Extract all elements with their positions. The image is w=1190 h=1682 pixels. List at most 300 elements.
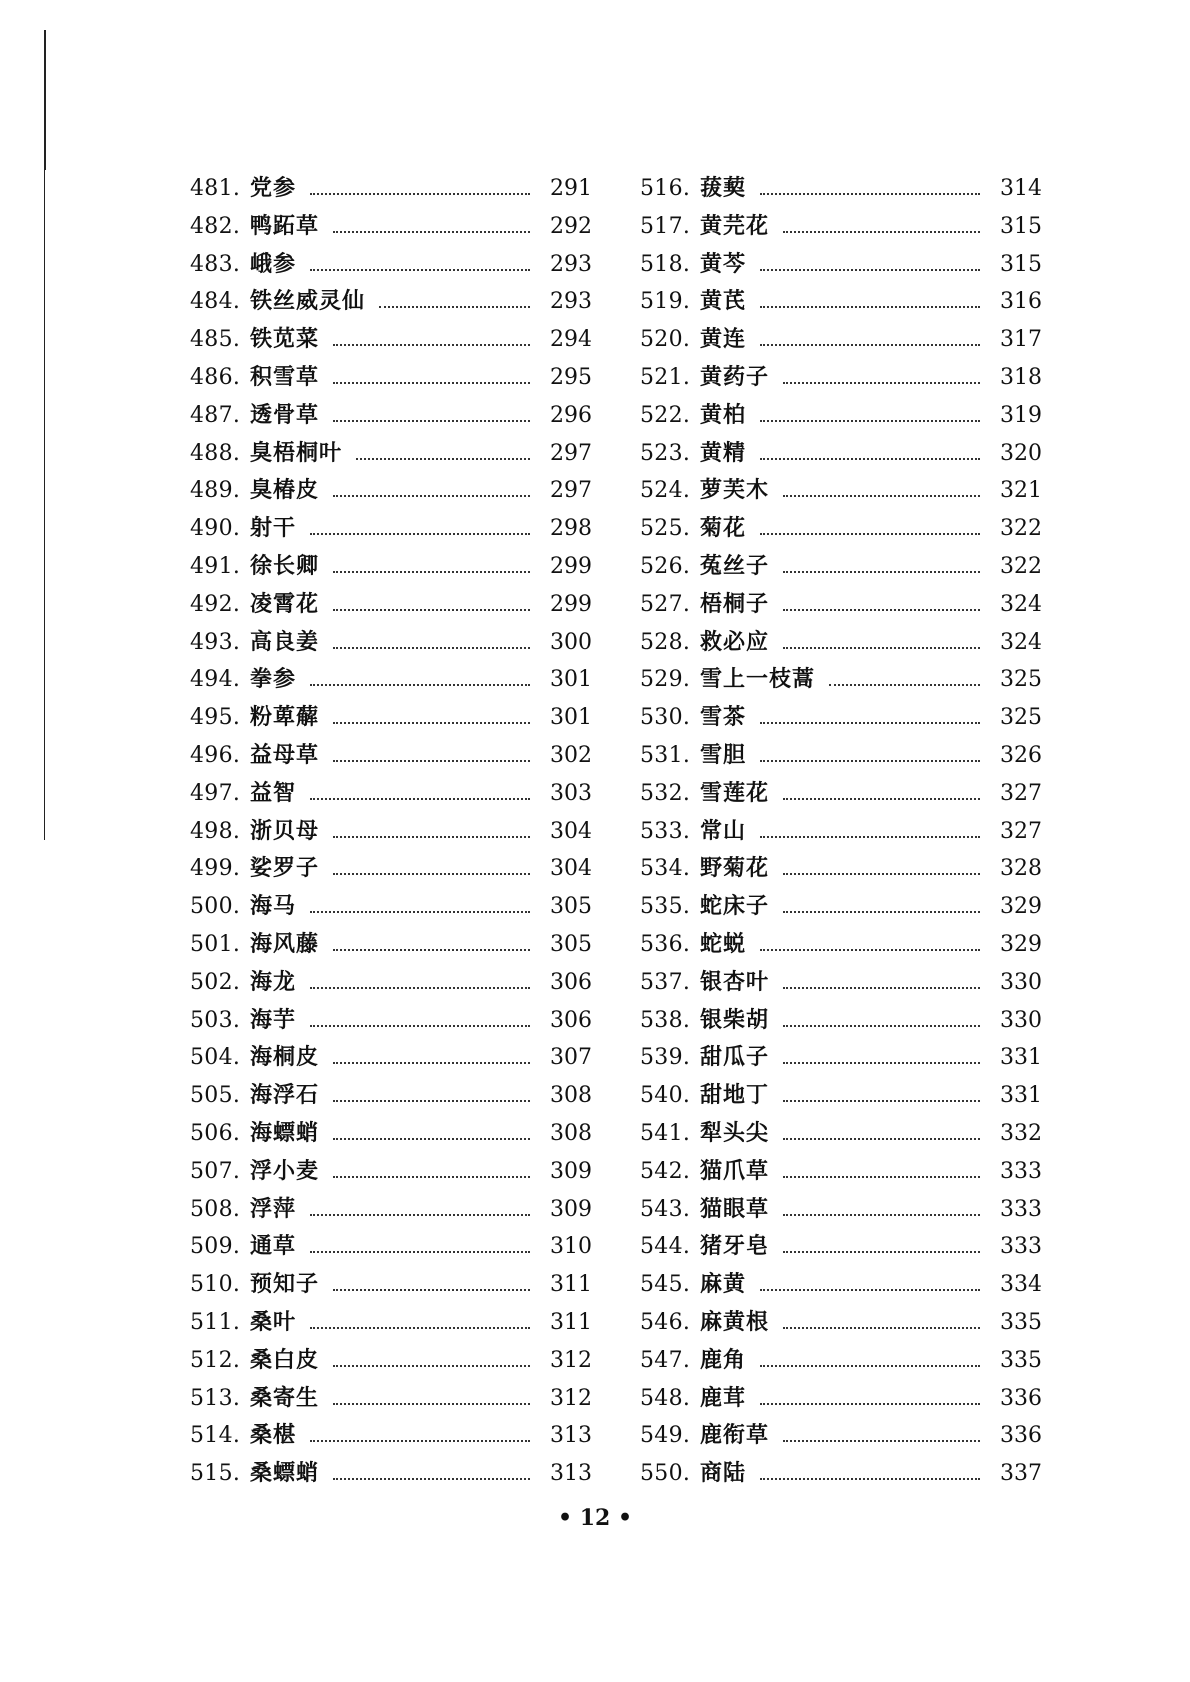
dot-leader (829, 684, 980, 686)
dot-leader (760, 306, 980, 308)
entry-number: 546. (640, 1309, 691, 1335)
entry-title: 臭椿皮 (250, 477, 320, 504)
toc-entry (640, 1380, 1042, 1418)
toc-entry (640, 1342, 1042, 1380)
entry-number: 520. (640, 327, 691, 353)
entry-page-number: 310 (550, 1234, 592, 1260)
entry-page-number: 335 (1000, 1347, 1042, 1373)
entry-title: 峨参 (250, 250, 297, 277)
toc-entry (640, 850, 1042, 888)
dot-leader (333, 1365, 530, 1367)
toc-entry (640, 1115, 1042, 1153)
entry-number: 545. (640, 1272, 691, 1298)
entry-number: 521. (640, 364, 691, 390)
entry-page-number: 336 (1000, 1385, 1042, 1411)
dot-leader (783, 798, 980, 800)
dot-leader (783, 987, 980, 989)
toc-entry (190, 1115, 592, 1153)
dot-leader (783, 609, 980, 611)
entry-page-number: 294 (550, 327, 592, 353)
dot-leader (333, 873, 530, 875)
entry-title: 党参 (250, 175, 297, 201)
entry-number: 539. (640, 1045, 691, 1071)
toc-entry (190, 548, 592, 586)
entry-number: 502. (190, 969, 241, 995)
toc-entry (640, 1304, 1042, 1342)
entry-page-number: 322 (1000, 516, 1042, 542)
toc-entry (640, 435, 1042, 473)
entry-page-number: 335 (1000, 1309, 1042, 1335)
dot-leader (310, 1327, 530, 1329)
dot-leader (760, 1365, 980, 1367)
entry-page-number: 296 (550, 402, 592, 428)
dot-leader (760, 1403, 980, 1405)
dot-leader (333, 1100, 530, 1102)
dot-leader (760, 533, 980, 535)
entry-title: 梧桐子 (700, 590, 770, 617)
entry-page-number: 318 (1000, 364, 1042, 390)
toc-entry (640, 359, 1042, 397)
entry-number: 499. (190, 856, 241, 882)
dot-leader (310, 533, 530, 535)
dot-leader (333, 571, 530, 573)
dot-leader (333, 760, 530, 762)
entry-page-number: 315 (1000, 213, 1042, 239)
entry-page-number: 297 (550, 440, 592, 466)
toc-entry (190, 850, 592, 888)
entry-number: 514. (190, 1423, 241, 1449)
toc-entry (190, 699, 592, 737)
entry-title: 娑罗子 (250, 855, 320, 882)
entry-number: 531. (640, 742, 691, 768)
entry-title: 海桐皮 (250, 1044, 320, 1071)
entry-title: 猪牙皂 (700, 1233, 770, 1260)
dot-leader (379, 306, 530, 308)
dot-leader (760, 1289, 980, 1291)
entry-page-number: 337 (1000, 1461, 1042, 1487)
entry-number: 549. (640, 1423, 691, 1449)
entry-title: 鹿茸 (700, 1384, 747, 1411)
dot-leader (310, 269, 530, 271)
entry-number: 482. (190, 213, 241, 239)
dot-leader (783, 382, 980, 384)
toc-entry (190, 661, 592, 699)
entry-number: 508. (190, 1196, 241, 1222)
entry-page-number: 299 (550, 553, 592, 579)
entry-number: 540. (640, 1083, 691, 1109)
entry-title: 预知子 (250, 1271, 320, 1298)
entry-page-number: 309 (550, 1158, 592, 1184)
entry-page-number: 292 (550, 213, 592, 239)
entry-title: 甜瓜子 (700, 1044, 770, 1071)
entry-page-number: 326 (1000, 742, 1042, 768)
toc-entry (640, 1191, 1042, 1229)
entry-title: 猫眼草 (700, 1195, 770, 1222)
entry-title: 雪茶 (700, 704, 747, 731)
toc-entry (640, 472, 1042, 510)
entry-title: 海螵蛸 (250, 1119, 320, 1146)
entry-title: 铁丝威灵仙 (250, 288, 366, 315)
toc-entry (640, 1266, 1042, 1304)
entry-title: 菝葜 (700, 175, 747, 201)
dot-leader (333, 1289, 530, 1291)
dot-leader (783, 1251, 980, 1253)
dot-leader (783, 571, 980, 573)
entry-page-number: 328 (1000, 856, 1042, 882)
entry-page-number: 301 (550, 667, 592, 693)
entry-page-number: 307 (550, 1045, 592, 1071)
entry-title: 常山 (700, 817, 747, 844)
toc-entry (190, 888, 592, 926)
toc-entry (190, 1380, 592, 1418)
dot-leader (783, 1138, 980, 1140)
entry-number: 538. (640, 1007, 691, 1033)
dot-leader (783, 911, 980, 913)
entry-number: 543. (640, 1196, 691, 1222)
entry-page-number: 304 (550, 818, 592, 844)
entry-number: 519. (640, 289, 691, 315)
entry-title: 菟丝子 (700, 552, 770, 579)
entry-page-number: 333 (1000, 1158, 1042, 1184)
toc-entry (190, 397, 592, 435)
toc-entry (640, 1077, 1042, 1115)
toc-entry (190, 926, 592, 964)
toc-entry (640, 1153, 1042, 1191)
margin-line (44, 30, 46, 170)
dot-leader (783, 1025, 980, 1027)
entry-title: 银杏叶 (700, 968, 770, 995)
entry-title: 海龙 (250, 968, 297, 995)
page-number: • 12 • (557, 1505, 633, 1531)
entry-number: 492. (190, 591, 241, 617)
toc-entry (640, 1002, 1042, 1040)
toc-entry (190, 813, 592, 851)
toc-entry (190, 510, 592, 548)
entry-page-number: 321 (1000, 478, 1042, 504)
dot-leader (783, 1100, 980, 1102)
toc-entry (190, 1228, 592, 1266)
dot-leader (333, 722, 530, 724)
entry-page-number: 331 (1000, 1045, 1042, 1071)
entry-title: 菊花 (700, 515, 747, 542)
entry-number: 500. (190, 894, 241, 920)
entry-title: 商陆 (700, 1460, 747, 1487)
entry-number: 522. (640, 402, 691, 428)
entry-title: 黄连 (700, 326, 747, 353)
toc-entry (640, 283, 1042, 321)
entry-number: 541. (640, 1120, 691, 1146)
entry-page-number: 314 (1000, 176, 1042, 201)
dot-leader (333, 495, 530, 497)
toc-entry (190, 624, 592, 662)
entry-page-number: 298 (550, 516, 592, 542)
toc-entry (640, 1039, 1042, 1077)
entry-page-number: 313 (550, 1423, 592, 1449)
entry-number: 506. (190, 1120, 241, 1146)
toc-entry (640, 586, 1042, 624)
entry-page-number: 293 (550, 251, 592, 277)
dot-leader (760, 344, 980, 346)
dot-leader (760, 1478, 980, 1480)
entry-number: 485. (190, 327, 241, 353)
entry-number: 518. (640, 251, 691, 277)
dot-leader (760, 722, 980, 724)
entry-title: 浙贝母 (250, 817, 320, 844)
dot-leader (310, 1440, 530, 1442)
entry-title: 粉萆薢 (250, 704, 320, 731)
toc-entry (640, 510, 1042, 548)
entry-number: 503. (190, 1007, 241, 1033)
toc-entry (190, 1304, 592, 1342)
entry-title: 高良姜 (250, 628, 320, 655)
entry-title: 海马 (250, 893, 297, 920)
toc-entry (190, 246, 592, 284)
dot-leader (333, 1062, 530, 1064)
toc-entry (190, 1039, 592, 1077)
entry-title: 蛇蜕 (700, 930, 747, 957)
entry-number: 537. (640, 969, 691, 995)
entry-page-number: 329 (1000, 894, 1042, 920)
dot-leader (783, 231, 980, 233)
entry-page-number: 304 (550, 856, 592, 882)
entry-page-number: 312 (550, 1347, 592, 1373)
toc-entry (640, 699, 1042, 737)
entry-title: 犁头尖 (700, 1119, 770, 1146)
entry-number: 495. (190, 705, 241, 731)
entry-page-number: 303 (550, 780, 592, 806)
entry-title: 拳参 (250, 666, 297, 693)
entry-title: 猫爪草 (700, 1157, 770, 1184)
entry-page-number: 324 (1000, 591, 1042, 617)
entry-page-number: 330 (1000, 1007, 1042, 1033)
entry-number: 547. (640, 1347, 691, 1373)
entry-page-number: 325 (1000, 705, 1042, 731)
entry-title: 桑寄生 (250, 1384, 320, 1411)
dot-leader (333, 1403, 530, 1405)
entry-page-number: 336 (1000, 1423, 1042, 1449)
toc-entry (190, 586, 592, 624)
dot-leader (760, 193, 980, 195)
toc-entry (190, 1077, 592, 1115)
entry-number: 507. (190, 1158, 241, 1184)
entry-title: 桑叶 (250, 1308, 297, 1335)
toc-entry (190, 1191, 592, 1229)
entry-number: 510. (190, 1272, 241, 1298)
entry-number: 494. (190, 667, 241, 693)
dot-leader (783, 1062, 980, 1064)
entry-number: 523. (640, 440, 691, 466)
entry-title: 鹿角 (700, 1346, 747, 1373)
entry-page-number: 302 (550, 742, 592, 768)
entry-number: 505. (190, 1083, 241, 1109)
entry-page-number: 333 (1000, 1234, 1042, 1260)
dot-leader (760, 760, 980, 762)
toc-entry (640, 397, 1042, 435)
entry-page-number: 327 (1000, 780, 1042, 806)
toc-entry (190, 964, 592, 1002)
entry-title: 雪莲花 (700, 779, 770, 806)
entry-title: 鹿衔草 (700, 1422, 770, 1449)
margin-line (44, 170, 45, 840)
entry-page-number: 297 (550, 478, 592, 504)
entry-title: 黄芫花 (700, 212, 770, 239)
entry-page-number: 306 (550, 969, 592, 995)
toc-entry (190, 359, 592, 397)
toc-entry (640, 737, 1042, 775)
entry-number: 517. (640, 213, 691, 239)
entry-number: 533. (640, 818, 691, 844)
toc-entry (640, 813, 1042, 851)
entry-title: 浮萍 (250, 1195, 297, 1222)
dot-leader (333, 609, 530, 611)
entry-number: 527. (640, 591, 691, 617)
entry-title: 麻黄根 (700, 1308, 770, 1335)
entry-number: 491. (190, 553, 241, 579)
toc-entry (190, 1266, 592, 1304)
entry-title: 甜地丁 (700, 1082, 770, 1109)
entry-page-number: 324 (1000, 629, 1042, 655)
toc-entry (640, 208, 1042, 246)
toc-entry (640, 1455, 1042, 1493)
entry-page-number: 312 (550, 1385, 592, 1411)
toc-entry (190, 170, 592, 208)
entry-number: 524. (640, 478, 691, 504)
toc-entry (190, 737, 592, 775)
dot-leader (783, 1214, 980, 1216)
entry-title: 海芋 (250, 1006, 297, 1033)
entry-number: 487. (190, 402, 241, 428)
entry-title: 桑白皮 (250, 1346, 320, 1373)
dot-leader (760, 458, 980, 460)
entry-page-number: 295 (550, 364, 592, 390)
dot-leader (333, 420, 530, 422)
dot-leader (760, 949, 980, 951)
entry-page-number: 309 (550, 1196, 592, 1222)
entry-page-number: 315 (1000, 251, 1042, 277)
entry-page-number: 329 (1000, 931, 1042, 957)
entry-number: 532. (640, 780, 691, 806)
entry-title: 麻黄 (700, 1271, 747, 1298)
toc-entry (640, 888, 1042, 926)
entry-title: 透骨草 (250, 401, 320, 428)
entry-page-number: 311 (550, 1272, 592, 1298)
entry-title: 桑椹 (250, 1422, 297, 1449)
dot-leader (310, 1025, 530, 1027)
entry-page-number: 311 (550, 1309, 592, 1335)
entry-page-number: 306 (550, 1007, 592, 1033)
toc-entry (190, 1342, 592, 1380)
entry-number: 542. (640, 1158, 691, 1184)
entry-title: 救必应 (700, 628, 770, 655)
entry-title: 蛇床子 (700, 893, 770, 920)
entry-title: 臭梧桐叶 (250, 439, 343, 466)
entry-number: 550. (640, 1461, 691, 1487)
entry-title: 黄药子 (700, 363, 770, 390)
entry-page-number: 320 (1000, 440, 1042, 466)
dot-leader (356, 458, 530, 460)
toc-entry (640, 170, 1042, 208)
dot-leader (333, 647, 530, 649)
dot-leader (310, 911, 530, 913)
entry-number: 489. (190, 478, 241, 504)
toc-entry (640, 246, 1042, 284)
entry-page-number: 308 (550, 1120, 592, 1146)
entry-title: 雪胆 (700, 741, 747, 768)
entry-title: 野菊花 (700, 855, 770, 882)
entry-page-number: 330 (1000, 969, 1042, 995)
entry-number: 526. (640, 553, 691, 579)
entry-number: 512. (190, 1347, 241, 1373)
dot-leader (783, 495, 980, 497)
entry-title: 浮小麦 (250, 1157, 320, 1184)
toc-entry (190, 283, 592, 321)
toc-entry (640, 926, 1042, 964)
entry-title: 黄精 (700, 439, 747, 466)
entry-page-number: 317 (1000, 327, 1042, 353)
entry-number: 528. (640, 629, 691, 655)
entry-number: 490. (190, 516, 241, 542)
entry-page-number: 299 (550, 591, 592, 617)
entry-title: 凌霄花 (250, 590, 320, 617)
entry-title: 通草 (250, 1233, 297, 1260)
entry-page-number: 333 (1000, 1196, 1042, 1222)
entry-page-number: 300 (550, 629, 592, 655)
entry-title: 雪上一枝蒿 (700, 666, 816, 693)
entry-page-number: 305 (550, 894, 592, 920)
entry-title: 铁苋菜 (250, 326, 320, 353)
dot-leader (310, 987, 530, 989)
dot-leader (783, 1176, 980, 1178)
entry-number: 481. (190, 176, 241, 201)
entry-number: 483. (190, 251, 241, 277)
entry-title: 黄柏 (700, 401, 747, 428)
dot-leader (333, 1176, 530, 1178)
entry-title: 鸭跖草 (250, 212, 320, 239)
entry-number: 513. (190, 1385, 241, 1411)
entry-title: 益母草 (250, 741, 320, 768)
entry-number: 484. (190, 289, 241, 315)
toc-entry (640, 548, 1042, 586)
entry-title: 银柴胡 (700, 1006, 770, 1033)
entry-number: 515. (190, 1461, 241, 1487)
entry-number: 516. (640, 176, 691, 201)
entry-number: 511. (190, 1309, 241, 1335)
entry-title: 海浮石 (250, 1082, 320, 1109)
entry-number: 529. (640, 667, 691, 693)
entry-number: 497. (190, 780, 241, 806)
dot-leader (310, 1251, 530, 1253)
dot-leader (310, 798, 530, 800)
entry-page-number: 331 (1000, 1083, 1042, 1109)
entry-number: 525. (640, 516, 691, 542)
toc-entry (190, 435, 592, 473)
toc-entry (640, 775, 1042, 813)
entry-number: 488. (190, 440, 241, 466)
dot-leader (333, 949, 530, 951)
entry-page-number: 316 (1000, 289, 1042, 315)
entry-page-number: 313 (550, 1461, 592, 1487)
toc-entry (190, 775, 592, 813)
dot-leader (333, 1138, 530, 1140)
toc-entry (190, 208, 592, 246)
dot-leader (333, 1478, 530, 1480)
toc-entry (640, 1228, 1042, 1266)
entry-page-number: 308 (550, 1083, 592, 1109)
entry-title: 徐长卿 (250, 552, 320, 579)
entry-title: 积雪草 (250, 363, 320, 390)
entry-number: 501. (190, 931, 241, 957)
dot-leader (333, 344, 530, 346)
